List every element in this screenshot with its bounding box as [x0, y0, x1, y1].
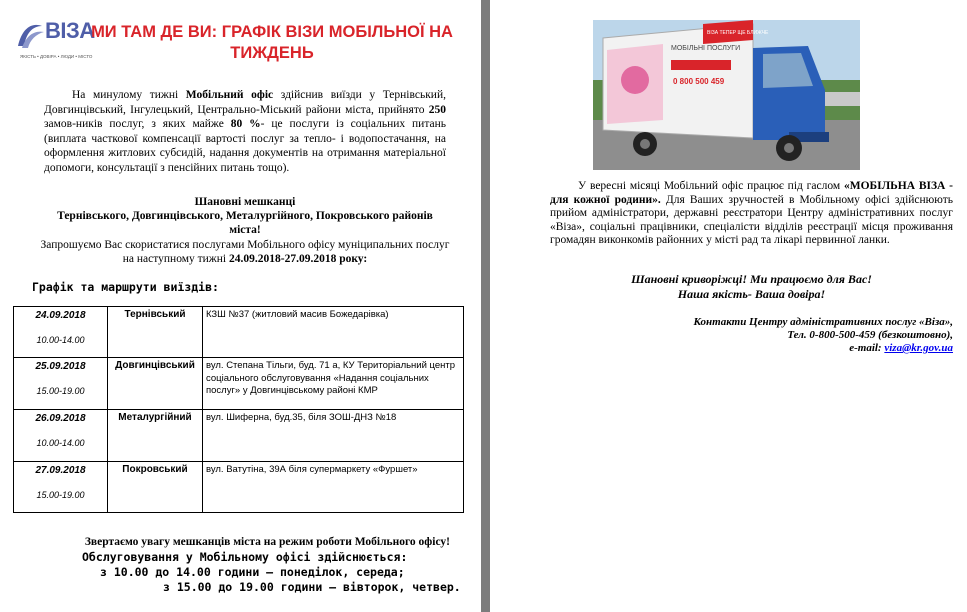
intro-text-1: На минулому тижні — [72, 89, 186, 101]
date-cell — [14, 410, 108, 462]
address-cell: вул. Шиферна, буд.35, біля ЗОШ-ДНЗ №18 — [203, 410, 464, 462]
table-row — [14, 358, 464, 410]
greeting-line-2: Тернівського, Довгинцівського, Металургійного, Покровського районів міста! — [57, 210, 433, 236]
district-cell: Довгинцівський — [108, 358, 203, 410]
slogan-line-2: Наша якість- Ваша довіра! — [677, 287, 826, 301]
document-page-right — [490, 0, 967, 612]
date-cell — [14, 307, 108, 358]
email-link[interactable]: viza@kr.gov.ua — [884, 342, 953, 354]
row-time: 10.00-14.00 — [36, 438, 85, 448]
date-cell — [14, 358, 108, 410]
row-date: 26.09.2018 — [35, 413, 86, 424]
row-time: 15.00-19.00 — [36, 490, 85, 500]
schedule-table — [13, 306, 464, 513]
invite-text — [40, 238, 450, 266]
slogan-line-1: Шановні криворіжці! Ми працюємо для Вас! — [631, 272, 872, 286]
intro-text-2: здійснив виїзди у Тернівський, Довгинцівський, Інгулецький, Центрально-Міський райони міста, прийнято — [44, 89, 446, 116]
september-text-2: Для Ваших зручностей в Мобільному офісі здійснюють прийом адміністратори, державні реєстратори Центру адміністративних послуг «Віза», соціальні працівники, спеціалісти відділів реєстрації місця проживання громадян виконкомів районних у місті рад та лікарі первинної ланки. — [550, 193, 953, 247]
invite-sentence: Запрошуємо Вас скористатися послугами Мобільного офісу муніципальних послуг на наступному тижні — [40, 239, 450, 265]
campaign-slogan: «МОБІЛЬНА ВІЗА - для кожної родини». — [550, 180, 953, 206]
intro-text-4: - це послуги із соціальних питань (виплата часткової компенсації вартості послуг за тепло- і водопостачання, на оформлення житлових субсидій, надання документів на отримання матеріальної допомоги, консультації з пенсійних питань тощо). — [44, 118, 447, 174]
address-cell: вул. Степана Тільги, буд. 71 а, КУ Територіальний центр соціального обслуговування «Надання соціальних послуг» у Довгинцівському районі КМР — [203, 358, 464, 410]
truck-side-text: МОБІЛЬНІ ПОСЛУГИ — [671, 45, 741, 52]
page-title: МИ ТАМ ДЕ ВИ: ГРАФІК ВІЗИ МОБІЛЬНОЇ НА ТИЖДЕНЬ — [91, 23, 453, 62]
viza-logo — [12, 16, 95, 68]
intro-percent: 80 % — [230, 118, 261, 131]
september-paragraph — [550, 180, 953, 248]
table-row — [14, 410, 464, 462]
schedule-heading: Графік та маршрути виїздів: — [32, 280, 219, 294]
mobile-office-photo — [593, 20, 860, 170]
invite-dates: 24.09.2018-27.09.2018 року: — [228, 253, 368, 265]
address-cell: вул. Ватутіна, 39А біля супермаркету «Фуршет» — [203, 462, 464, 513]
intro-text-3: замов-ників послуг, з яких майже — [44, 118, 231, 131]
logo-text: ВІЗА — [45, 18, 95, 43]
attention-note: Звертаємо увагу мешканців міста на режим роботи Мобільного офісу! — [84, 536, 450, 548]
address-cell: КЗШ №37 (житловий масив Божедарівка) — [203, 307, 464, 358]
row-time: 10.00-14.00 — [36, 335, 85, 345]
row-date: 27.09.2018 — [35, 465, 86, 476]
september-text-1: У вересні місяці Мобільний офіс працює під гаслом — [578, 180, 844, 192]
district-cell: Тернівський — [108, 307, 203, 358]
logo-subtitle: ЯКІСТЬ • ДОВІРА • ЛЮДИ • МІСТО — [20, 54, 93, 59]
document-page-left — [0, 0, 481, 612]
intro-mobile-office: Мобільний офіс — [185, 89, 274, 101]
hours-line-3: з 15.00 до 19.00 години – вівторок, четвер. — [163, 580, 461, 594]
truck-phone-text: 0 800 500 459 — [673, 77, 725, 86]
contacts-email-line — [553, 342, 953, 355]
hours-line-1: Обслуговування у Мобільному офісі здійснюється: — [82, 550, 408, 564]
row-date: 25.09.2018 — [35, 361, 86, 372]
email-label: e-mail: — [849, 342, 885, 354]
greeting-line-1: Шановні мешканці — [194, 196, 296, 208]
date-cell — [14, 462, 108, 513]
table-row — [14, 307, 464, 358]
truck-slogan-text: ВІЗА ТЕПЕР ЩЕ БЛИЖЧЕ — [707, 30, 769, 36]
table-row — [14, 462, 464, 513]
row-date: 24.09.2018 — [35, 310, 86, 321]
page-gutter — [481, 0, 490, 612]
truck-illustration — [593, 20, 860, 170]
intro-count: 250 — [428, 103, 446, 116]
row-time: 15.00-19.00 — [36, 386, 85, 396]
hours-line-2: з 10.00 до 14.00 години – понеділок, середа; — [100, 565, 405, 579]
district-cell: Покровський — [108, 462, 203, 513]
contacts-title: Контакти Центру адміністративних послуг «Віза», — [693, 316, 953, 328]
district-cell: Металургійний — [108, 410, 203, 462]
contacts-phone: Тел. 0-800-500-459 (безкоштовно), — [787, 329, 953, 341]
intro-paragraph — [44, 88, 446, 176]
